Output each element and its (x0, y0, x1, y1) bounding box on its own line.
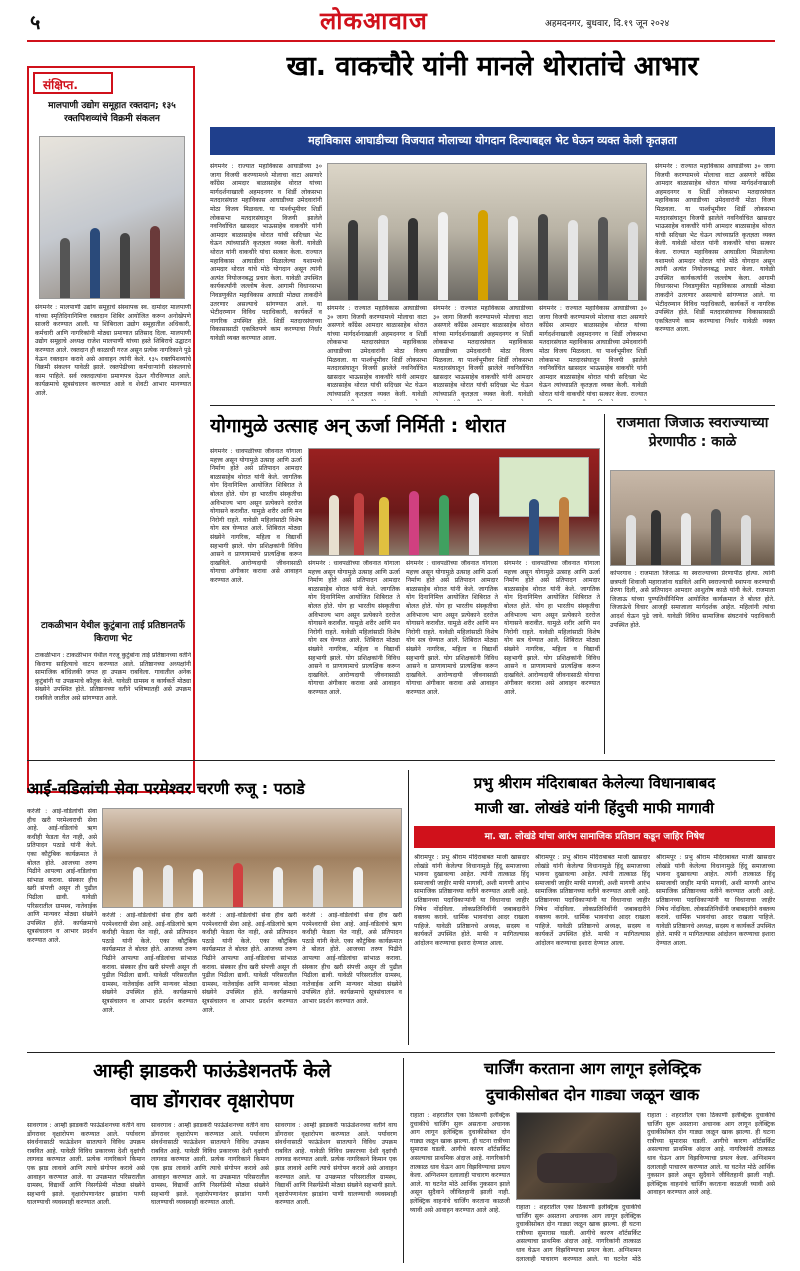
lead-body-col5: संगमनेर : राज्यात महाविकास आघाडीच्या ३० जागा विजयी करण्यामध्ये मोलाचा वाटा असणारे काँग्रेस आमदार बाळासाहेब थोरात यांच्या मार्गदर्शनाखाली अहमदनगर व शिर्डी लोकसभा मतदारसंघात महाविकास आघाडीच्या उमेदवारांनी मोठा विजय मिळवला. या पार्श्वभूमीवर शिर्डी लोकसभा मतदारसंघातून विजयी झालेले नवनिर्वाचित खासदार भाऊसाहेब वाकचौरे यांनी आमदार बाळासाहेब थोरात यांची सदिच्छा भेट घेऊन त्यांच्याप्रति कृतज्ञता व्यक्त केली. यावेळी थोरात यांनी वाकचौरे यांचा सत्कार केला. राज्यात महाविकास आघाडीला मिळालेल्या यशामध्ये आमदार थोरात यांचे मोठे योगदान असून त्यांनी अत्यंत नियोजनबद्ध प्रचार केला. यावेळी उपस्थित कार्यकर्त्यांनी जल्लोष केला. आगामी विधानसभा निवडणुकीत महाविकास आघाडी मोठ्या ताकदीने उतरणार असल्याचे सांगण्यात आले. या भेटीदरम्यान विविध पदाधिकारी, कार्यकर्ते व नागरिक उपस्थित होते. शिर्डी मतदारसंघाच्या विकासासाठी एकत्रितपणे काम करण्याचा निर्धार यावेळी व्यक्त करण्यात आला. (655, 163, 775, 334)
dateline: अहमदनगर, बुधवार, दि.१९ जून २०२४ (545, 19, 670, 29)
shriram-body-col3: श्रीरामपूर : प्रभु श्रीराम मंदिराबाबत माजी खासदार लोखंडे यांनी केलेल्या विधानामुळे हिंदू समाजाच्या भावना दुखावल्या आहेत. त्यांनी तात्काळ हिंदू समाजाची जाहीर माफी मागावी, अशी मागणी आरंभ सामाजिक प्रतिष्ठानच्या वतीने करण्यात आली आहे. प्रतिष्ठानच्या पदाधिकाऱ्यांनी या विधानाचा जाहीर निषेध नोंदविला. लोकप्रतिनिधींनी जबाबदारीने वक्तव्य करावे. धार्मिक भावनांचा आदर राखला पाहिजे. यावेळी प्रतिष्ठानचे अध्यक्ष, सदस्य व कार्यकर्ते उपस्थित होते. माफी न मागितल्यास आंदोलन करण्याचा इशारा देण्यात आला. (656, 854, 775, 947)
sidebar-tag: संक्षिप्त. (33, 72, 113, 94)
shriram-body-col2: श्रीरामपूर : प्रभु श्रीराम मंदिराबाबत माजी खासदार लोखंडे यांनी केलेल्या विधानामुळे हिंदू समाजाच्या भावना दुखावल्या आहेत. त्यांनी तात्काळ हिंदू समाजाची जाहीर माफी मागावी, अशी मागणी आरंभ सामाजिक प्रतिष्ठानच्या वतीने करण्यात आली आहे. प्रतिष्ठानच्या पदाधिकाऱ्यांनी या विधानाचा जाहीर निषेध नोंदविला. लोकप्रतिनिधींनी जबाबदारीने वक्तव्य करावे. धार्मिक भावनांचा आदर राखला पाहिजे. यावेळी प्रतिष्ठानचे अध्यक्ष, सदस्य व कार्यकर्ते उपस्थित होते. माफी न मागितल्यास आंदोलन करण्याचा इशारा देण्यात आला. (535, 854, 650, 947)
sidebar-story2-body: टाकळीभान : टाकळीभान येथील गरजू कुटुंबांना ताई प्रतिष्ठानच्या वतीने किराणा साहित्याचे वाटप करण्यात आले. प्रतिष्ठानच्या अध्यक्षांनी सामाजिक बांधिलकी जपत हा उपक्रम राबविला. गावातील अनेक कुटुंबांनी या उपक्रमाचे कौतुक केले. यावेळी ग्रामस्थ व कार्यकर्ते मोठ्या संख्येने उपस्थित होते. प्रतिष्ठानच्या वतीने भविष्यातही असे उपक्रम राबविले जातील असे सांगण्यात आले. (35, 652, 191, 702)
yoga-body-col4: संगमनेर : धावपळीच्या जीवनात योगाला महत्त्व असून योगामुळे उत्साह आणि ऊर्जा निर्माण होते असे प्रतिपादन आमदार बाळासाहेब थोरात यांनी केले. जागतिक योग दिनानिमित्त आयोजित शिबिरात ते बोलत होते. योग हा भारतीय संस्कृतीचा अविभाज्य भाग असून प्रत्येकाने दररोज योगासने करावीत. यामुळे शरीर आणि मन निरोगी राहते. यावेळी महिलांसाठी विशेष योग सत्र घेण्यात आले. शिबिरात मोठ्या संख्येने नागरिक, महिला व विद्यार्थी सहभागी झाले. योग प्रशिक्षकांनी विविध आसने व प्राणायामाचे प्रात्यक्षिक करून दाखविले. आरोग्यदायी जीवनासाठी योगाचा अंगीकार करावा असे आवाहन करण्यात आले. (504, 560, 600, 696)
shriram-headline-line1: प्रभु श्रीराम मंदिराबाबत केलेल्या विधानाबाबद (473, 774, 716, 792)
tree-body-col1: सावरगाव : आम्ही झाडकरी फाऊंडेशनच्या वतीने वाघ डोंगरावर वृक्षारोपण करण्यात आले. पर्यावरण संवर्धनासाठी फाऊंडेशन सातत्याने विविध उपक्रम राबवित आहे. यावेळी विविध प्रकारच्या देशी वृक्षांची लागवड करण्यात आली. प्रत्येक नागरिकाने किमान एक झाड लावावे आणि त्याचे संगोपन करावे असे आवाहन करण्यात आले. या उपक्रमात परिसरातील ग्रामस्थ, विद्यार्थी आणि निसर्गप्रेमी मोठ्या संख्येने सहभागी झाले. वृक्षारोपणानंतर झाडांना पाणी घालण्याची व्यवस्थाही करण्यात आली. (27, 1122, 145, 1207)
parents-photo (102, 808, 402, 908)
lead-photo (327, 163, 647, 301)
tree-body-col2: सावरगाव : आम्ही झाडकरी फाऊंडेशनच्या वतीने वाघ डोंगरावर वृक्षारोपण करण्यात आले. पर्यावरण संवर्धनासाठी फाऊंडेशन सातत्याने विविध उपक्रम राबवित आहे. यावेळी विविध प्रकारच्या देशी वृक्षांची लागवड करण्यात आली. प्रत्येक नागरिकाने किमान एक झाड लावावे आणि त्याचे संगोपन करावे असे आवाहन करण्यात आले. या उपक्रमात परिसरातील ग्रामस्थ, विद्यार्थी आणि निसर्गप्रेमी मोठ्या संख्येने सहभागी झाले. वृक्षारोपणानंतर झाडांना पाणी घालण्याची व्यवस्थाही करण्यात आली. (151, 1122, 269, 1207)
masthead (0, 0, 800, 40)
lower-divider (27, 1052, 775, 1053)
yoga-headline: योगामुळे उत्साह अन् ऊर्जा निर्मिती : थोरात (210, 415, 506, 437)
blood-donation-photo (39, 136, 185, 299)
parents-shriram-divider (408, 770, 409, 1045)
tree-headline-line1: आम्ही झाडकरी फाऊंडेशनतर्फे केले (93, 1060, 331, 1082)
yoga-body-col2: संगमनेर : धावपळीच्या जीवनात योगाला महत्त्व असून योगामुळे उत्साह आणि ऊर्जा निर्माण होते असे प्रतिपादन आमदार बाळासाहेब थोरात यांनी केले. जागतिक योग दिनानिमित्त आयोजित शिबिरात ते बोलत होते. योग हा भारतीय संस्कृतीचा अविभाज्य भाग असून प्रत्येकाने दररोज योगासने करावीत. यामुळे शरीर आणि मन निरोगी राहते. यावेळी महिलांसाठी विशेष योग सत्र घेण्यात आले. शिबिरात मोठ्या संख्येने नागरिक, महिला व विद्यार्थी सहभागी झाले. योग प्रशिक्षकांनी विविध आसने व प्राणायामाचे प्रात्यक्षिक करून दाखविले. आरोग्यदायी जीवनासाठी योगाचा अंगीकार करावा असे आवाहन करण्यात आले. (308, 560, 400, 696)
shriram-subhead: मा. खा. लोखंडे यांचा आरंभ सामाजिक प्रतिष्ठान कडून जाहिर निषेध (414, 826, 775, 848)
fire-body-col2: राहाता : शहरातील एका ठिकाणी इलेक्ट्रिक दुचाकीचे चार्जिंग सुरू असताना अचानक आग लागून इलेक्ट्रिक दुचाकीसोबत दोन गाड्या जळून खाक झाल्या. ही घटना रात्रीच्या सुमारास घडली. आगीचे कारण शॉर्टसर्किट असल्याचा प्राथमिक अंदाज आहे. नागरिकांनी तात्काळ धाव घेऊन आग विझविण्याचा प्रयत्न केला. अग्निशमन दलालाही पाचारण करण्यात आले. या घटनेत मोठे (516, 1204, 641, 1262)
shriram-headline-line2: माजी खा. लोखंडे यांनी हिंदुची माफी मागावी (474, 799, 715, 817)
yoga-body-col1: संगमनेर : धावपळीच्या जीवनात योगाला महत्त्व असून योगामुळे उत्साह आणि ऊर्जा निर्माण होते असे प्रतिपादन आमदार बाळासाहेब थोरात यांनी केले. जागतिक योग दिनानिमित्त आयोजित शिबिरात ते बोलत होते. योग हा भारतीय संस्कृतीचा अविभाज्य भाग असून प्रत्येकाने दररोज योगासने करावीत. यामुळे शरीर आणि मन निरोगी राहते. यावेळी महिलांसाठी विशेष योग सत्र घेण्यात आले. शिबिरात मोठ्या संख्येने नागरिक, महिला व विद्यार्थी सहभागी झाले. योग प्रशिक्षकांनी विविध आसने व प्राणायामाचे प्रात्यक्षिक करून दाखविले. आरोग्यदायी जीवनासाठी योगाचा अंगीकार करावा असे आवाहन करण्यात आले. (210, 448, 302, 584)
yoga-jijau-divider (604, 414, 605, 754)
lead-subhead: महाविकास आघाडीच्या विजयात मोलाच्या योगदान दिल्याबद्दल भेट घेऊन व्यक्त केली कृतज्ञता (210, 127, 775, 155)
lead-body-col3: संगमनेर : राज्यात महाविकास आघाडीच्या ३० जागा विजयी करण्यामध्ये मोलाचा वाटा असणारे काँग्रेस आमदार बाळासाहेब थोरात यांच्या मार्गदर्शनाखाली अहमदनगर व शिर्डी लोकसभा मतदारसंघात महाविकास आघाडीच्या उमेदवारांनी मोठा विजय मिळवला. या पार्श्वभूमीवर शिर्डी लोकसभा मतदारसंघातून विजयी झालेले नवनिर्वाचित खासदार भाऊसाहेब वाकचौरे यांनी आमदार बाळासाहेब थोरात यांची सदिच्छा भेट घेऊन त्यांच्याप्रति कृतज्ञता व्यक्त केली. यावेळी (433, 305, 533, 398)
fire-body-col1: राहाता : शहरातील एका ठिकाणी इलेक्ट्रिक दुचाकीचे चार्जिंग सुरू असताना अचानक आग लागून इलेक्ट्रिक दुचाकीसोबत दोन गाड्या जळून खाक झाल्या. ही घटना रात्रीच्या सुमारास घडली. आगीचे कारण शॉर्टसर्किट असल्याचा प्राथमिक अंदाज आहे. नागरिकांनी तात्काळ धाव घेऊन आग विझविण्याचा प्रयत्न केला. अग्निशमन दलालाही पाचारण करण्यात आले. या घटनेत मोठे आर्थिक नुकसान झाले असून सुदैवाने जीवितहानी झाली नाही. इलेक्ट्रिक वाहनांचे चार्जिंग करताना काळजी घ्यावी असे आवाहन करण्यात आले आहे. (410, 1112, 510, 1214)
lead-headline: खा. वाकचौरे यांनी मानले थोरातांचे आभार (286, 51, 699, 82)
parents-headline: आई-वडिलांची सेवा परमेश्वर चरणी रुजू : पठाडे (27, 779, 305, 798)
sidebar-story1-body: संगमनेर : मालपाणी उद्योग समूहाचे संस्थापक स्व. दामोदर मालपाणी यांच्या स्मृतिदिनानिमित्त रक्तदान शिबिर आयोजित करून अनोखेपणे साजरी करण्यात आली. या शिबिराला उद्योग समूहातील अधिकारी, कर्मचारी आणि नागरिकांनी मोठ्या प्रमाणात प्रतिसाद दिला. मालपाणी उद्योग समूहाचे अध्यक्ष राजेश मालपाणी यांच्या हस्ते शिबिराचे उद्घाटन करण्यात आले. रक्तदान ही काळाची गरज असून प्रत्येक नागरिकाने पुढे येऊन रक्तदान करावे असे आवाहन त्यांनी केले. १३५ रक्तपिशव्यांचे विक्रमी संकलन यावेळी झाले. रक्तपेढीच्या कर्मचाऱ्यांनी संकलनाचे काम पाहिले. सर्व रक्तदात्यांना प्रमाणपत्र देऊन गौरविण्यात आले. कार्यक्रमाचे सूत्रसंचालन करण्यात आले व शेवटी आभार मानण्यात आले. (35, 304, 191, 397)
jijau-body: कोपरगाव : राजमाता जिजाऊ या स्वराज्याच्या प्रेरणापीठ होत्या. त्यांनी छत्रपती शिवाजी महाराजांना घडविले आणि स्वराज्याची स्थापना करण्याची प्रेरणा दिली, असे प्रतिपादन आमदार आशुतोष काळे यांनी केले. राजमाता जिजाऊ यांच्या पुण्यतिथीनिमित्त आयोजित कार्यक्रमात ते बोलत होते. जिजाऊंचे विचार आजही समाजाला मार्गदर्शक आहेत. महिलांनी त्यांचा आदर्श घेऊन पुढे जावे. यावेळी विविध सामाजिक संघटनांचे पदाधिकारी उपस्थित होते. (610, 570, 775, 629)
shriram-body-col1: श्रीरामपूर : प्रभु श्रीराम मंदिराबाबत माजी खासदार लोखंडे यांनी केलेल्या विधानामुळे हिंदू समाजाच्या भावना दुखावल्या आहेत. त्यांनी तात्काळ हिंदू समाजाची जाहीर माफी मागावी, अशी मागणी आरंभ सामाजिक प्रतिष्ठानच्या वतीने करण्यात आली आहे. प्रतिष्ठानच्या पदाधिकाऱ्यांनी या विधानाचा जाहीर निषेध नोंदविला. लोकप्रतिनिधींनी जबाबदारीने वक्तव्य करावे. धार्मिक भावनांचा आदर राखला पाहिजे. यावेळी प्रतिष्ठानचे अध्यक्ष, सदस्य व कार्यकर्ते उपस्थित होते. माफी न मागितल्यास आंदोलन करण्याचा इशारा देण्यात आला. (414, 854, 529, 947)
fire-headline-line2: दुचाकीसोबत दोन गाड्या जळून खाक (485, 1085, 700, 1104)
tree-fire-divider (403, 1058, 404, 1263)
jijau-headline: राजमाता जिजाऊ स्वराज्याच्या प्रेरणापीठ : काळे (616, 415, 769, 450)
sidebar-story1-headline: मालपाणी उद्योग समूहात रक्तदान; १३५ रक्तपिशव्यांचे विक्रमी संकलन (48, 101, 176, 124)
lead-body-col1: संगमनेर : राज्यात महाविकास आघाडीच्या ३० जागा विजयी करण्यामध्ये मोलाचा वाटा असणारे काँग्रेस आमदार बाळासाहेब थोरात यांच्या मार्गदर्शनाखाली अहमदनगर व शिर्डी लोकसभा मतदारसंघात महाविकास आघाडीच्या उमेदवारांनी मोठा विजय मिळवला. या पार्श्वभूमीवर शिर्डी लोकसभा मतदारसंघातून विजयी झालेले नवनिर्वाचित खासदार भाऊसाहेब वाकचौरे यांनी आमदार बाळासाहेब थोरात यांची सदिच्छा भेट घेऊन त्यांच्याप्रति कृतज्ञता व्यक्त केली. यावेळी थोरात यांनी वाकचौरे यांचा सत्कार केला. राज्यात महाविकास आघाडीला मिळालेल्या यशामध्ये आमदार थोरात यांचे मोठे योगदान असून त्यांनी अत्यंत नियोजनबद्ध प्रचार केला. यावेळी उपस्थित कार्यकर्त्यांनी जल्लोष केला. आगामी विधानसभा निवडणुकीत महाविकास आघाडी मोठ्या ताकदीने उतरणार असल्याचे सांगण्यात आले. या भेटीदरम्यान विविध पदाधिकारी, कार्यकर्ते व नागरिक उपस्थित होते. शिर्डी मतदारसंघाच्या विकासासाठी एकत्रितपणे काम करण्याचा निर्धार यावेळी व्यक्त करण्यात आला. (210, 163, 322, 342)
sidebar-story2-headline: टाकळीभान येथील कुटुंबाना ताई प्रतिष्ठानतर्फे किराणा भेट (41, 621, 185, 644)
sidebar (27, 66, 195, 793)
yoga-body-col3: संगमनेर : धावपळीच्या जीवनात योगाला महत्त्व असून योगामुळे उत्साह आणि ऊर्जा निर्माण होते असे प्रतिपादन आमदार बाळासाहेब थोरात यांनी केले. जागतिक योग दिनानिमित्त आयोजित शिबिरात ते बोलत होते. योग हा भारतीय संस्कृतीचा अविभाज्य भाग असून प्रत्येकाने दररोज योगासने करावीत. यामुळे शरीर आणि मन निरोगी राहते. यावेळी महिलांसाठी विशेष योग सत्र घेण्यात आले. शिबिरात मोठ्या संख्येने नागरिक, महिला व विद्यार्थी सहभागी झाले. योग प्रशिक्षकांनी विविध आसने व प्राणायामाचे प्रात्यक्षिक करून दाखविले. आरोग्यदायी जीवनासाठी योगाचा अंगीकार करावा असे आवाहन करण्यात आले. (406, 560, 498, 696)
fire-headline-line1: चार्जिंग करताना आग लागून इलेक्ट्रिक (484, 1059, 701, 1078)
masthead-rule (27, 40, 775, 42)
fire-photo (516, 1112, 641, 1200)
yoga-photo (308, 448, 600, 556)
mid-divider (27, 760, 775, 761)
parents-body-col3: करंजी : आई-वडिलांची सेवा हीच खरी परमेश्वराची सेवा आहे. आई-वडिलांचे ऋण कधीही फेडता येत नाही, असे प्रतिपादन पठाडे यांनी केले. एका कौटुंबिक कार्यक्रमात ते बोलत होते. आजच्या तरुण पिढीने आपल्या आई-वडिलांचा सांभाळ करावा. संस्कार हीच खरी संपत्ती असून ती पुढील पिढीला द्यावी. यावेळी परिसरातील ग्रामस्थ, नातेवाईक आणि मान्यवर मोठ्या संख्येने उपस्थित होते. कार्यक्रमाचे सूत्रसंचालन व आभार प्रदर्शन करण्यात आले. (202, 912, 297, 1014)
tree-headline-line2: वाघ डोंगरावर वृक्षारोपण (130, 1090, 294, 1112)
fire-body-col3: राहाता : शहरातील एका ठिकाणी इलेक्ट्रिक दुचाकीचे चार्जिंग सुरू असताना अचानक आग लागून इलेक्ट्रिक दुचाकीसोबत दोन गाड्या जळून खाक झाल्या. ही घटना रात्रीच्या सुमारास घडली. आगीचे कारण शॉर्टसर्किट असल्याचा प्राथमिक अंदाज आहे. नागरिकांनी तात्काळ धाव घेऊन आग विझविण्याचा प्रयत्न केला. अग्निशमन दलालाही पाचारण करण्यात आले. या घटनेत मोठे आर्थिक नुकसान झाले असून सुदैवाने जीवितहानी झाली नाही. इलेक्ट्रिक वाहनांचे चार्जिंग करताना काळजी घ्यावी असे आवाहन करण्यात आले आहे. (647, 1112, 775, 1197)
lead-divider (210, 405, 775, 406)
parents-body-col1: करंजी : आई-वडिलांची सेवा हीच खरी परमेश्वराची सेवा आहे. आई-वडिलांचे ऋण कधीही फेडता येत नाही, असे प्रतिपादन पठाडे यांनी केले. एका कौटुंबिक कार्यक्रमात ते बोलत होते. आजच्या तरुण पिढीने आपल्या आई-वडिलांचा सांभाळ करावा. संस्कार हीच खरी संपत्ती असून ती पुढील पिढीला द्यावी. यावेळी परिसरातील ग्रामस्थ, नातेवाईक आणि मान्यवर मोठ्या संख्येने उपस्थित होते. कार्यक्रमाचे सूत्रसंचालन व आभार प्रदर्शन करण्यात आले. (27, 808, 97, 944)
tree-body-col3: सावरगाव : आम्ही झाडकरी फाऊंडेशनच्या वतीने वाघ डोंगरावर वृक्षारोपण करण्यात आले. पर्यावरण संवर्धनासाठी फाऊंडेशन सातत्याने विविध उपक्रम राबवित आहे. यावेळी विविध प्रकारच्या देशी वृक्षांची लागवड करण्यात आली. प्रत्येक नागरिकाने किमान एक झाड लावावे आणि त्याचे संगोपन करावे असे आवाहन करण्यात आले. या उपक्रमात परिसरातील ग्रामस्थ, विद्यार्थी आणि निसर्गप्रेमी मोठ्या संख्येने सहभागी झाले. वृक्षारोपणानंतर झाडांना पाणी घालण्याची व्यवस्थाही करण्यात आली. (275, 1122, 397, 1207)
jijau-photo (610, 470, 775, 566)
lead-body-col2: संगमनेर : राज्यात महाविकास आघाडीच्या ३० जागा विजयी करण्यामध्ये मोलाचा वाटा असणारे काँग्रेस आमदार बाळासाहेब थोरात यांच्या मार्गदर्शनाखाली अहमदनगर व शिर्डी लोकसभा मतदारसंघात महाविकास आघाडीच्या उमेदवारांनी मोठा विजय मिळवला. या पार्श्वभूमीवर शिर्डी लोकसभा मतदारसंघातून विजयी झालेले नवनिर्वाचित खासदार भाऊसाहेब वाकचौरे यांनी आमदार बाळासाहेब थोरात यांची सदिच्छा भेट घेऊन त्यांच्याप्रति कृतज्ञता व्यक्त केली. यावेळी (327, 305, 427, 398)
parents-body-col2: करंजी : आई-वडिलांची सेवा हीच खरी परमेश्वराची सेवा आहे. आई-वडिलांचे ऋण कधीही फेडता येत नाही, असे प्रतिपादन पठाडे यांनी केले. एका कौटुंबिक कार्यक्रमात ते बोलत होते. आजच्या तरुण पिढीने आपल्या आई-वडिलांचा सांभाळ करावा. संस्कार हीच खरी संपत्ती असून ती पुढील पिढीला द्यावी. यावेळी परिसरातील ग्रामस्थ, नातेवाईक आणि मान्यवर मोठ्या संख्येने उपस्थित होते. कार्यक्रमाचे सूत्रसंचालन व आभार प्रदर्शन करण्यात आले. (102, 912, 197, 1014)
lead-body-col4: संगमनेर : राज्यात महाविकास आघाडीच्या ३० जागा विजयी करण्यामध्ये मोलाचा वाटा असणारे काँग्रेस आमदार बाळासाहेब थोरात यांच्या मार्गदर्शनाखाली अहमदनगर व शिर्डी लोकसभा मतदारसंघात महाविकास आघाडीच्या उमेदवारांनी मोठा विजय मिळवला. या पार्श्वभूमीवर शिर्डी लोकसभा मतदारसंघातून विजयी झालेले नवनिर्वाचित खासदार भाऊसाहेब वाकचौरे यांनी आमदार बाळासाहेब थोरात यांची सदिच्छा भेट घेऊन त्यांच्याप्रति कृतज्ञता व्यक्त केली. यावेळी थोरात यांनी वाकचौरे यांचा सत्कार केला. राज्यात (539, 305, 647, 398)
page-number: ५ (30, 10, 41, 34)
parents-body-col4: करंजी : आई-वडिलांची सेवा हीच खरी परमेश्वराची सेवा आहे. आई-वडिलांचे ऋण कधीही फेडता येत नाही, असे प्रतिपादन पठाडे यांनी केले. एका कौटुंबिक कार्यक्रमात ते बोलत होते. आजच्या तरुण पिढीने आपल्या आई-वडिलांचा सांभाळ करावा. संस्कार हीच खरी संपत्ती असून ती पुढील पिढीला द्यावी. यावेळी परिसरातील ग्रामस्थ, नातेवाईक आणि मान्यवर मोठ्या संख्येने उपस्थित होते. कार्यक्रमाचे सूत्रसंचालन व आभार प्रदर्शन करण्यात आले. (302, 912, 402, 1005)
newspaper-logo: लोकआवाज (320, 7, 428, 35)
